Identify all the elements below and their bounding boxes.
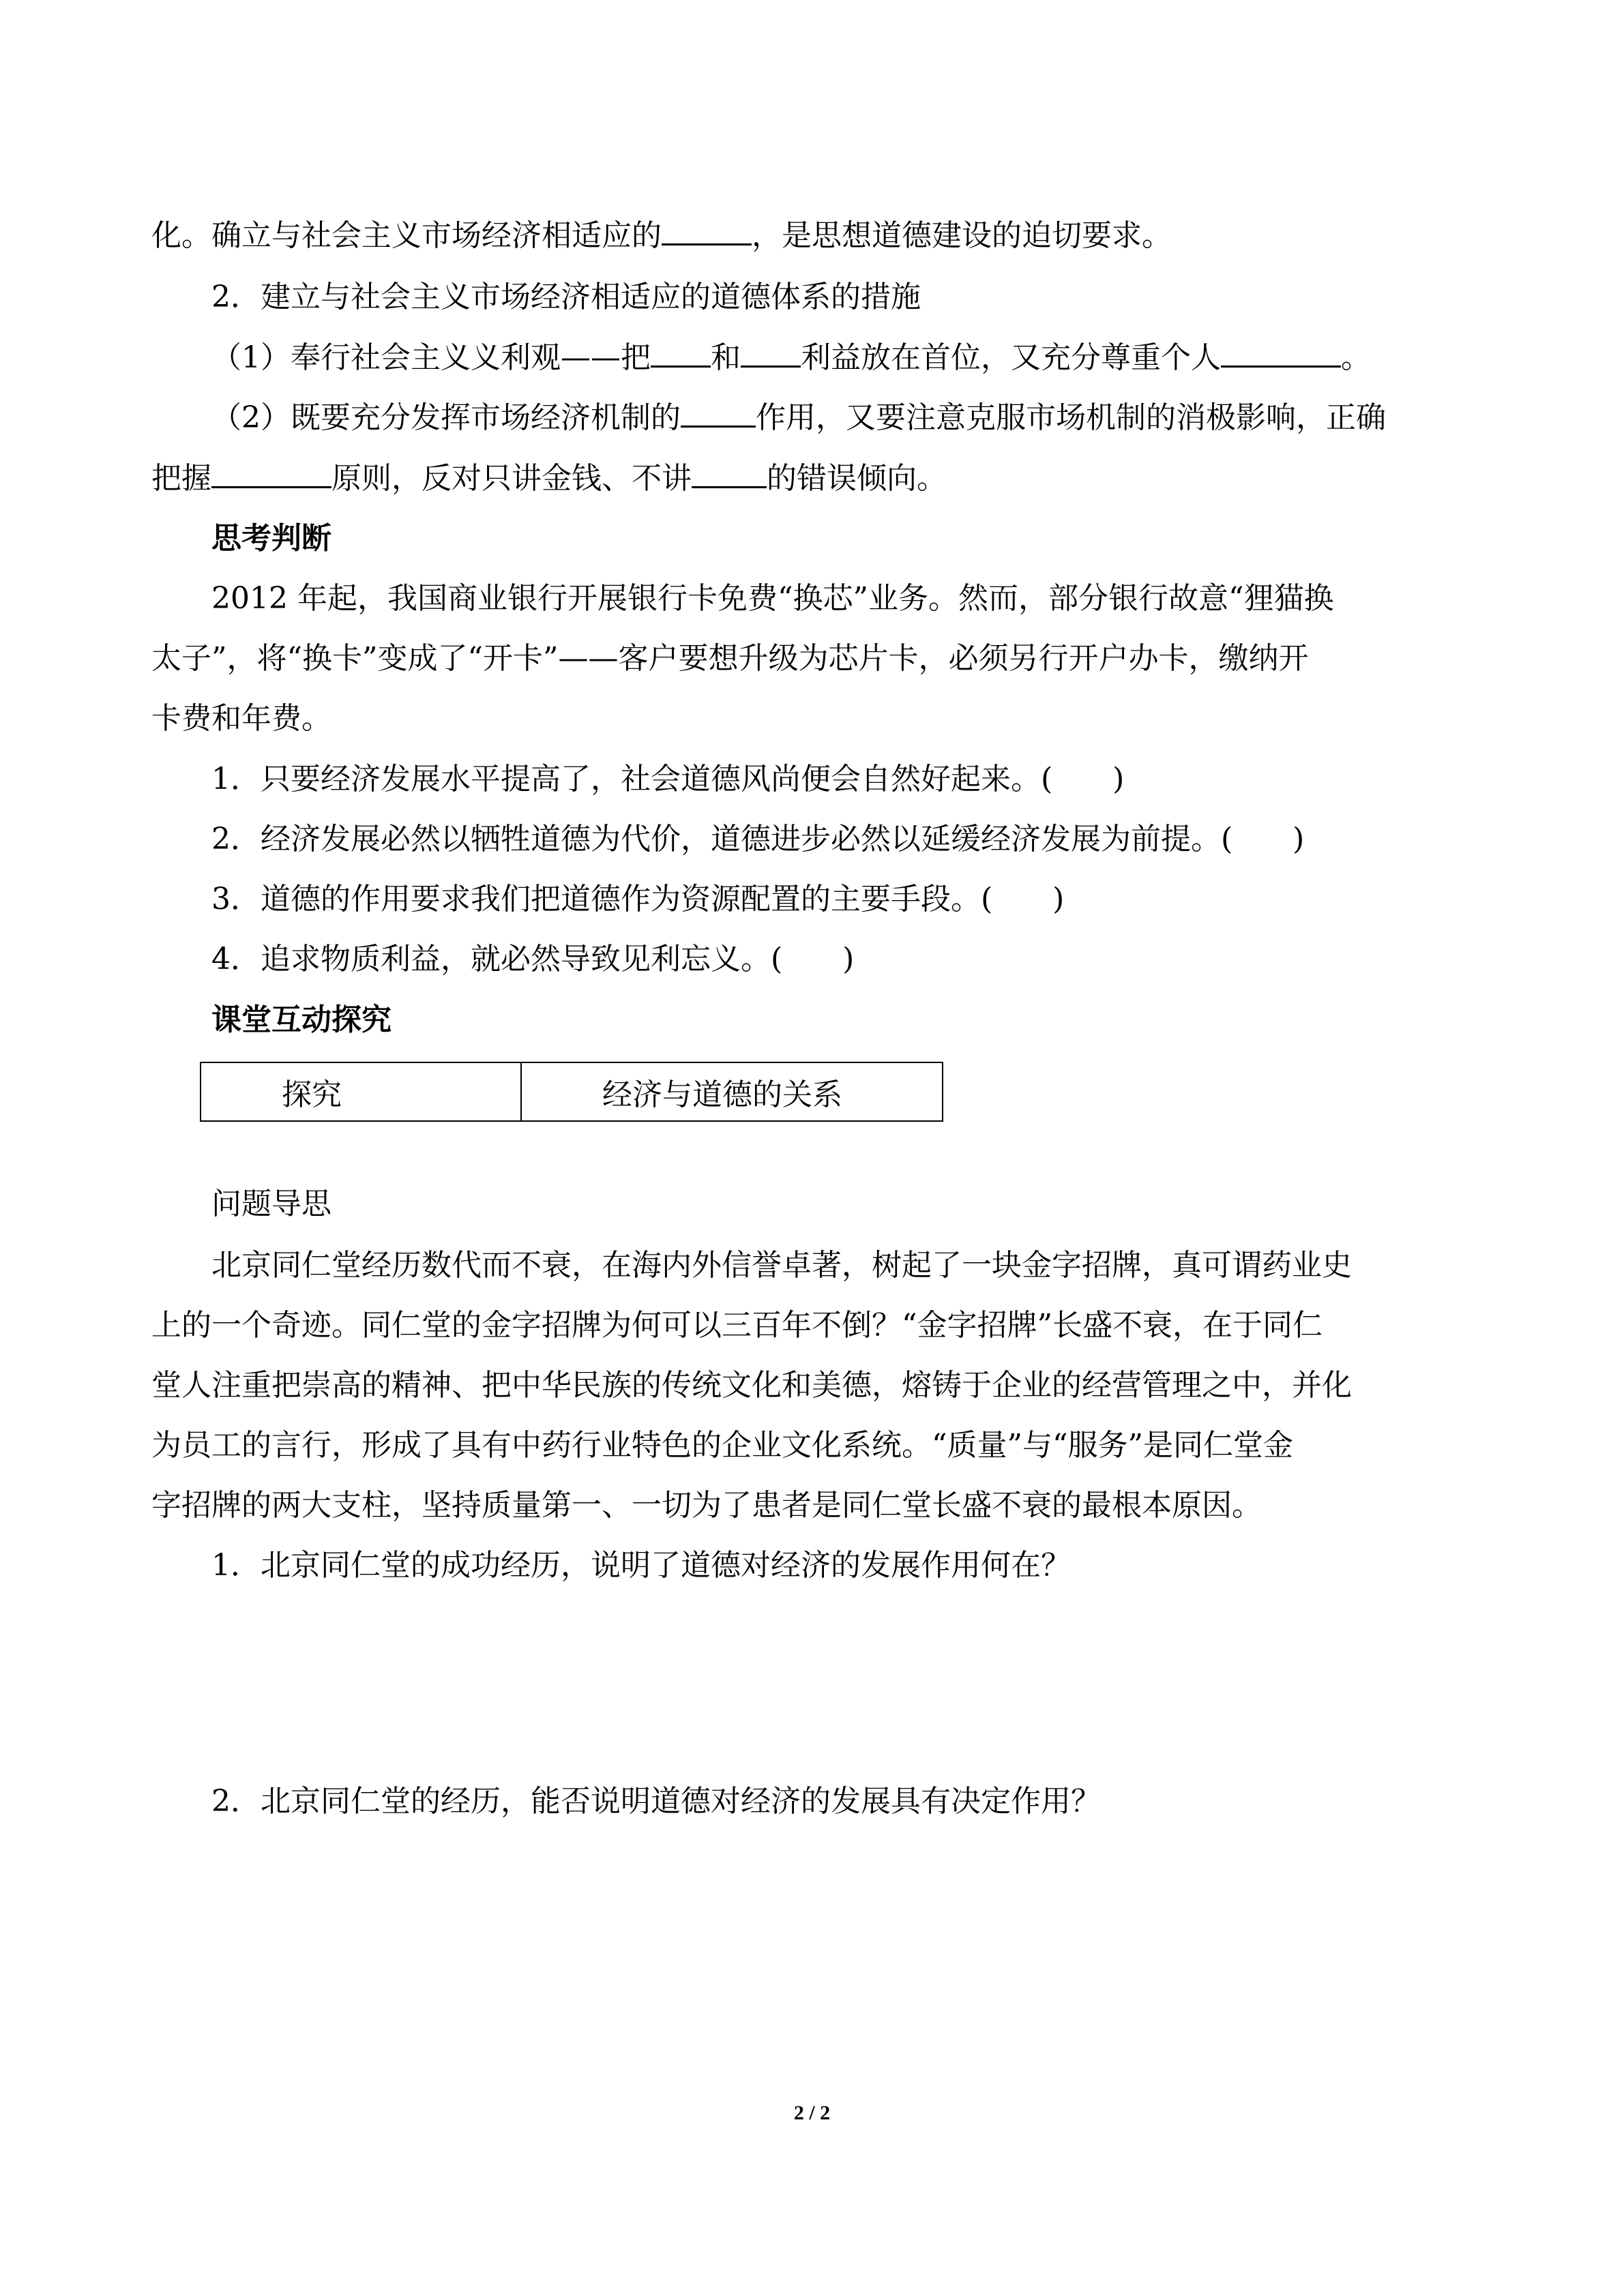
paragraph-line: 上的一个奇迹。同仁堂的金字招牌为何可以三百年不倒？“金字招牌”长盛不衰，在于同仁 [151, 1308, 1323, 1343]
text-segment: 作用，又要注意克服市场机制的消极影响，正确 [756, 400, 1386, 435]
text-segment: （1）奉行社会主义义利观——把 [211, 340, 651, 375]
paragraph-line: 堂人注重把崇高的精神、把中华民族的传统文化和美德，熔铸于企业的经营管理之中，并化 [151, 1368, 1352, 1403]
text-segment: 的错误倾向。 [767, 461, 947, 496]
fill-blank [741, 338, 801, 368]
text-line-5 [151, 458, 947, 499]
paragraph-line: 2012 年起，我国商业银行开展银行卡免费“换芯”业务。然而，部分银行故意“狸猫换 [211, 581, 1334, 616]
judgment-question: 4．追求物质利益，就必然导致见利忘义。( ) [211, 942, 855, 976]
table-row [201, 1062, 943, 1121]
text-line-1 [151, 215, 1172, 256]
text-segment: 化。确立与社会主义市场经济相适应的 [151, 218, 662, 253]
page-number: 2 / 2 [793, 2102, 831, 2124]
fill-blank [651, 338, 711, 368]
text-segment: 原则，反对只讲金钱、不讲 [331, 461, 692, 496]
fill-blank [211, 459, 331, 488]
paragraph-line: 卡费和年费。 [151, 701, 331, 736]
text-segment: 把握 [151, 461, 211, 496]
discussion-question: 2．北京同仁堂的经历，能否说明道德对经济的发展具有决定作用？ [211, 1784, 1101, 1819]
text-segment: 利益放在首位，又充分尊重个人 [801, 340, 1221, 375]
text-line-4 [211, 398, 1386, 438]
discussion-question: 1．北京同仁堂的成功经历，说明了道德对经济的发展作用何在？ [211, 1548, 1071, 1583]
inquiry-table [200, 1062, 943, 1122]
text-line-2 [211, 277, 921, 318]
judgment-question: 3．道德的作用要求我们把道德作为资源配置的主要手段。( ) [211, 882, 1065, 916]
fill-blank [1221, 338, 1341, 368]
text-segment: （2）既要充分发挥市场经济机制的 [211, 400, 681, 435]
paragraph-line: 字招牌的两大支柱，坚持质量第一、一切为了患者是同仁堂长盛不衰的最根本原因。 [151, 1488, 1262, 1523]
fill-blank [681, 398, 756, 428]
text-line-3 [211, 338, 1371, 378]
text-segment: 和 [711, 340, 741, 375]
paragraph-line: 北京同仁堂经历数代而不衰，在海内外信誉卓著，树起了一块金字招牌，真可谓药业史 [211, 1248, 1352, 1283]
section-item: 2．建立与社会主义市场经济相适应的道德体系的措施 [211, 280, 921, 314]
table-cell-topic: 经济与道德的关系 [521, 1062, 943, 1121]
section-heading-interactive: 课堂互动探究 [211, 1002, 392, 1037]
paragraph-line: 为员工的言行，形成了具有中药行业特色的企业文化系统。“质量”与“服务”是同仁堂金 [151, 1428, 1293, 1463]
text-segment: ，是思想道德建设的迫切要求。 [752, 218, 1172, 253]
judgment-question: 1．只要经济发展水平提高了，社会道德风尚便会自然好起来。( ) [211, 762, 1125, 796]
paragraph-line: 太子”，将“换卡”变成了“开卡”——客户要想升级为芯片卡，必须另行开户办卡，缴纳开 [151, 641, 1309, 676]
guide-heading: 问题导思 [211, 1187, 331, 1221]
text-segment: 。 [1341, 340, 1371, 375]
section-heading-think: 思考判断 [211, 521, 331, 556]
fill-blank [692, 459, 767, 488]
fill-blank [662, 216, 752, 245]
judgment-question: 2．经济发展必然以牺牲道德为代价，道德进步必然以延缓经济发展为前提。( ) [211, 822, 1305, 856]
table-cell-label: 探究 [201, 1062, 521, 1121]
